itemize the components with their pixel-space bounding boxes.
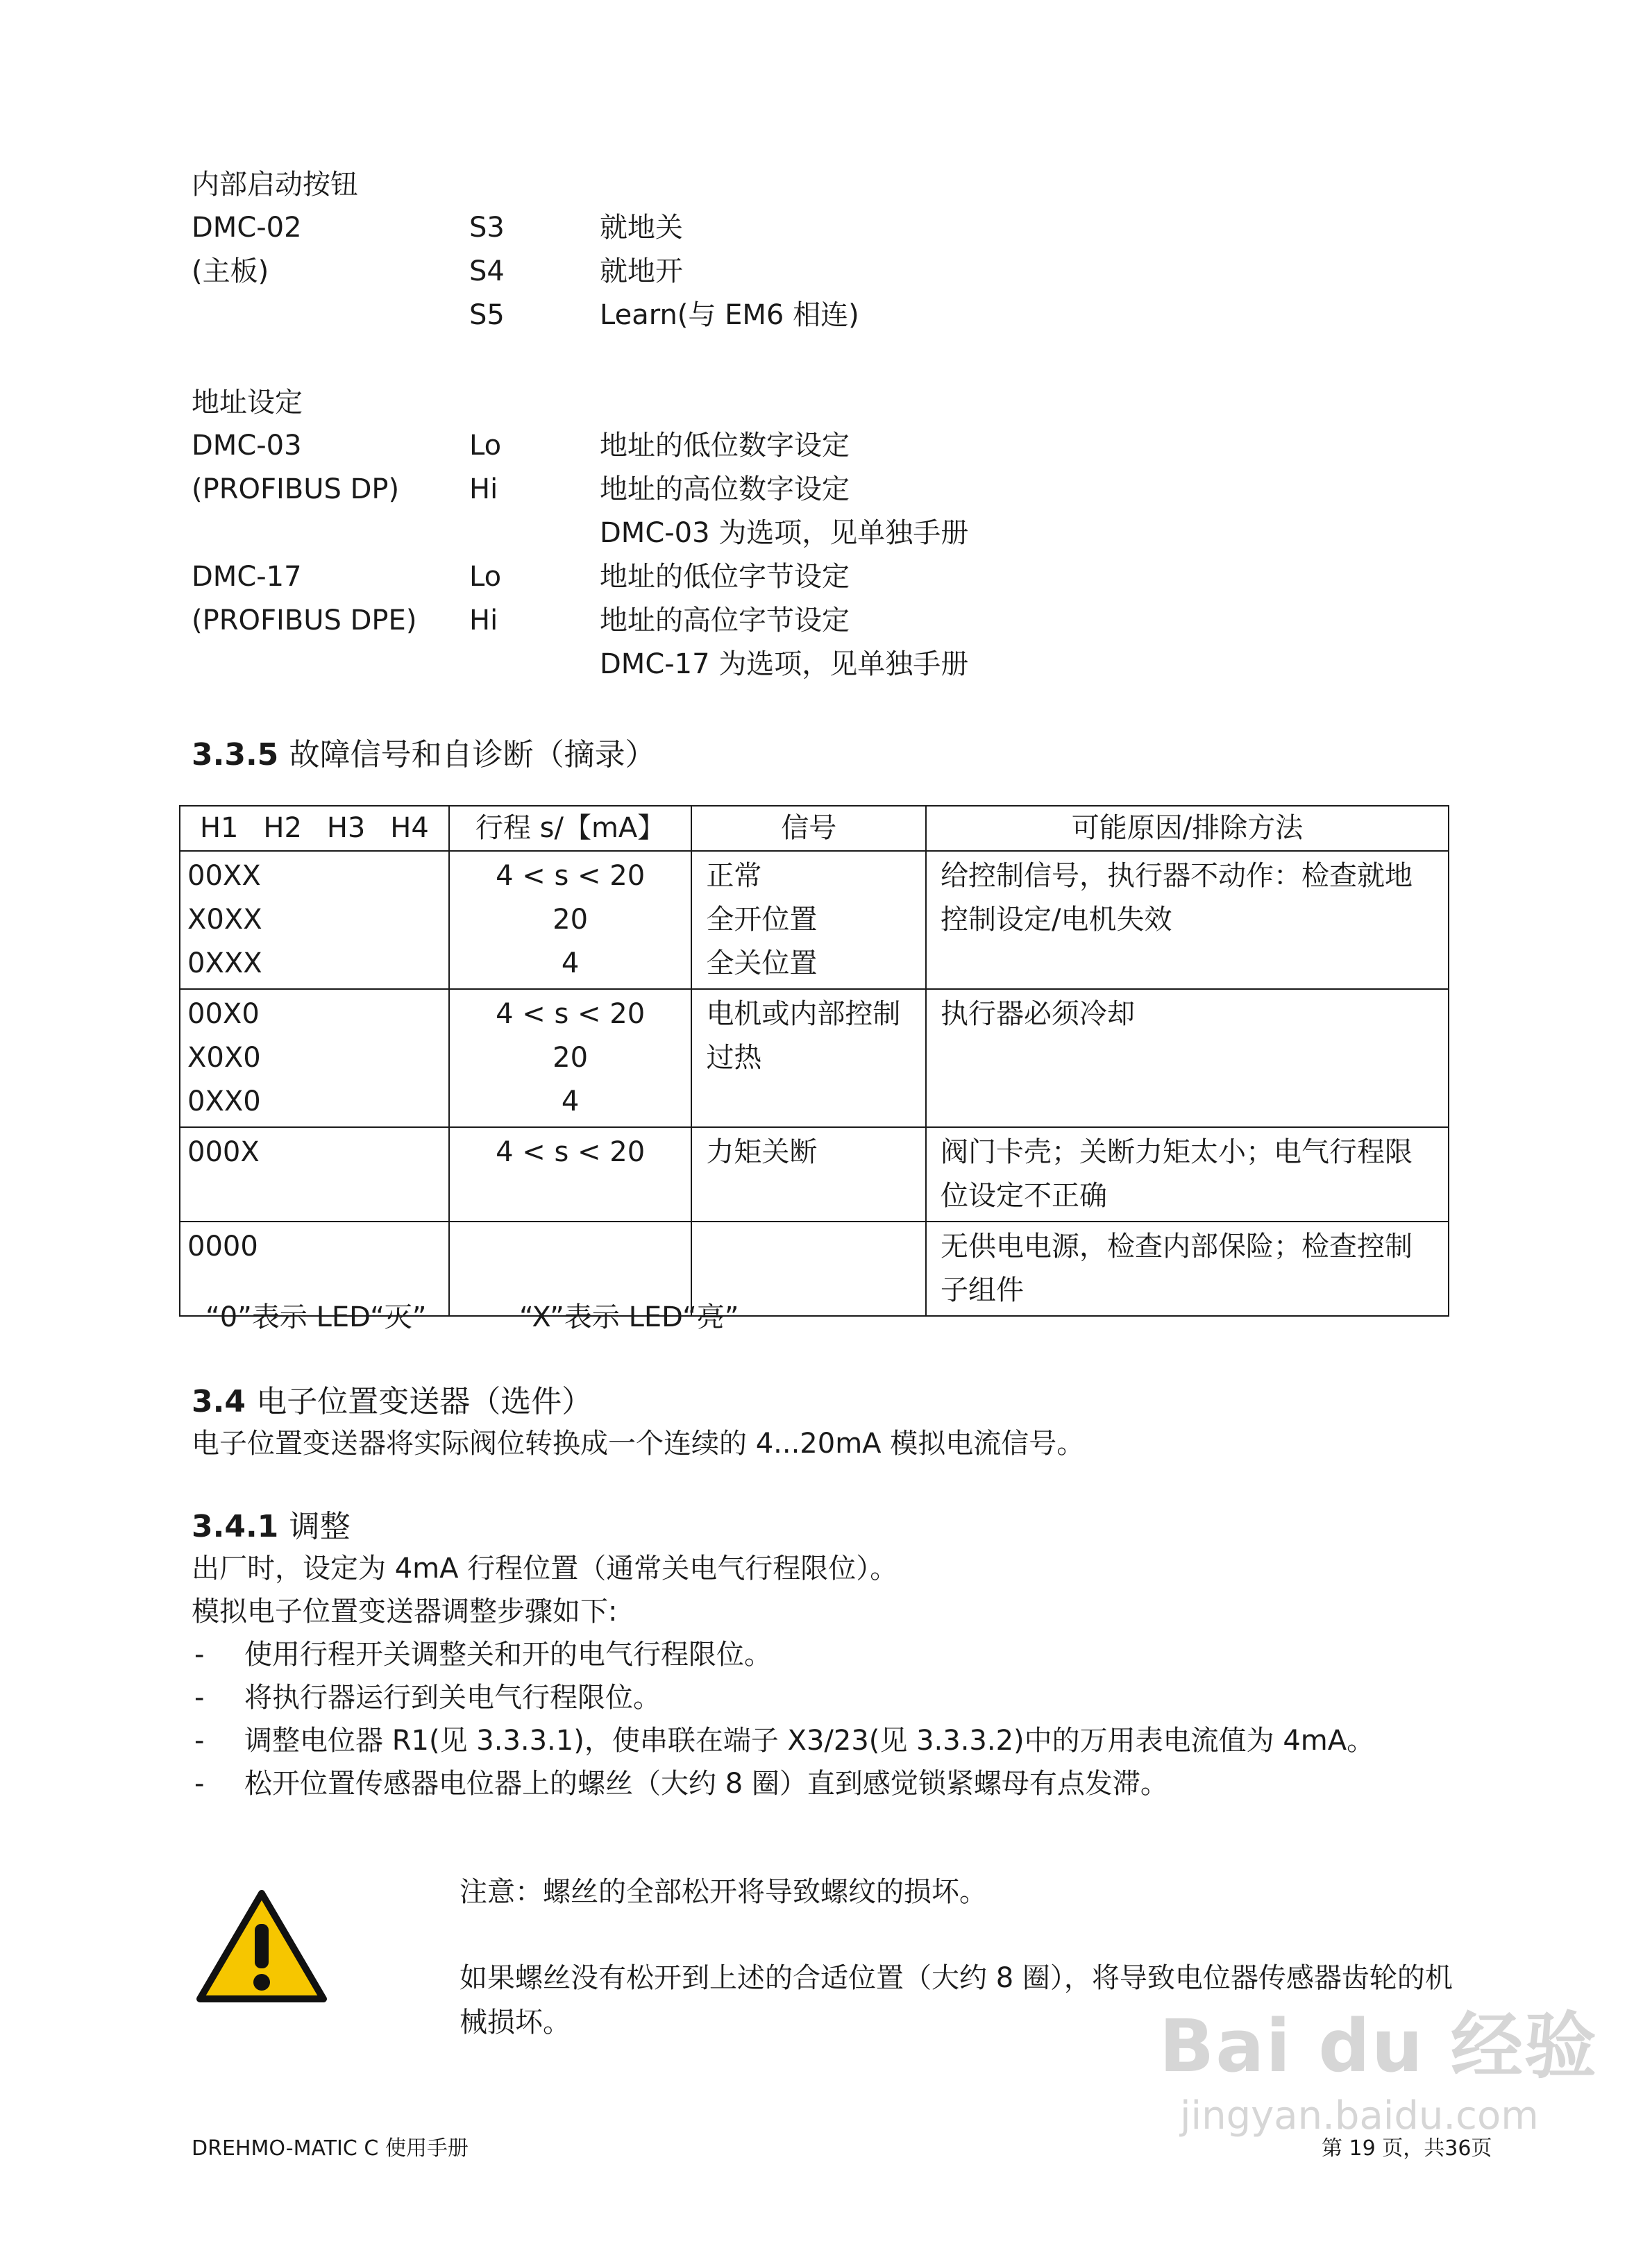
travel-value: 20 [553, 1042, 589, 1074]
led-value: X [187, 1042, 207, 1074]
led-row [180, 1131, 448, 1174]
travel-value: 4 < s < 20 [496, 1136, 646, 1168]
led-value: 0 [205, 860, 223, 892]
legend-off: “0”表示 LED“灭” [205, 1301, 427, 1333]
led-value: X [224, 947, 244, 979]
led-value: X [224, 904, 244, 936]
switch-function: DMC-17 为选项，见单独手册 [600, 648, 969, 680]
switch-label: Lo [469, 561, 502, 593]
table-row [180, 1127, 1449, 1222]
switch-label: S3 [469, 212, 505, 244]
switch-function: DMC-03 为选项，见单独手册 [600, 517, 969, 549]
heading-text: 故障信号和自诊断（摘录） [289, 737, 656, 772]
warning-detail-line-1: 如果螺丝没有松开到上述的合适位置（大约 8 圈），将导致电位器传感器齿轮的机 [460, 1962, 1453, 1994]
bullet-text: 调整电位器 R1(见 3.3.3.1)，使串联在端子 X3/23(见 3.3.3.2)中的万用表电流值为 4mA。 [244, 1725, 1375, 1757]
baidu-watermark-logo: Bai du 经验 [1159, 2004, 1598, 2088]
table-row [180, 851, 1449, 989]
signal-value: 电机或内部控制 [706, 998, 901, 1030]
switch-function: Learn(与 EM6 相连) [600, 299, 859, 331]
signal-value: 正常 [706, 860, 762, 892]
led-value: 0 [240, 1231, 258, 1263]
bullet-dash: - [194, 1639, 205, 1671]
led-value: 0 [187, 1136, 205, 1168]
led-value: X [243, 947, 262, 979]
transmitter-description: 电子位置变送器将实际阀位转换成一个连续的 4...20mA 模拟电流信号。 [192, 1428, 1085, 1460]
led-value: 0 [205, 1136, 223, 1168]
led-cell [180, 1127, 449, 1222]
led-value: 0 [187, 998, 205, 1030]
h4-header: H4 [390, 812, 429, 844]
led-value: X [205, 1086, 224, 1117]
led-value: 0 [206, 904, 224, 936]
warning-triangle-icon [196, 1888, 328, 2004]
led-value: X [243, 904, 262, 936]
travel-value: 4 < s < 20 [496, 998, 646, 1030]
module-label: DMC-17 [192, 561, 302, 593]
switch-function: 地址的低位数字设定 [600, 430, 850, 462]
signal-cell [691, 1127, 926, 1222]
led-cell [180, 989, 449, 1127]
travel-cell [449, 851, 692, 989]
switch-function: 就地关 [600, 212, 683, 244]
travel-value: 4 [561, 947, 580, 979]
board-label: (主板) [192, 255, 269, 287]
footer-manual-title: DREHMO-MATIC C 使用手册 [192, 2136, 469, 2161]
cause-cell: 给控制信号，执行器不动作：检查就地控制设定/电机失效 [926, 851, 1449, 989]
address-section-title: 地址设定 [192, 387, 303, 419]
cause-cell: 无供电电源，检查内部保险；检查控制子组件 [926, 1222, 1449, 1316]
switch-function: 地址的低位字节设定 [600, 561, 850, 593]
bullet-dash: - [194, 1682, 205, 1714]
led-value: 0 [187, 1086, 205, 1117]
table-row [180, 989, 1449, 1127]
led-value: 0 [187, 860, 205, 892]
switch-function: 就地开 [600, 255, 683, 287]
transmitter-heading [192, 1381, 592, 1423]
led-row [180, 1036, 448, 1080]
buttons-section-title: 内部启动按钮 [192, 169, 358, 201]
signal-value [706, 1080, 914, 1124]
led-row [180, 898, 448, 942]
led-value: 0 [187, 947, 205, 979]
signal-value [706, 1225, 914, 1269]
signal-value: 全关位置 [706, 947, 818, 979]
warning-detail-line-2: 械损坏。 [460, 2007, 571, 2038]
led-value: X [187, 904, 207, 936]
cause-header: 可能原因/排除方法 [926, 806, 1449, 851]
fault-signal-table [179, 805, 1449, 1317]
heading-number: 3.4 [192, 1384, 246, 1419]
led-cell [180, 851, 449, 989]
led-row [180, 1225, 448, 1269]
led-value: 0 [243, 1042, 261, 1074]
led-value: X [240, 1136, 260, 1168]
heading-number: 3.4.1 [192, 1509, 279, 1544]
cause-cell: 阀门卡壳；关断力矩太小；电气行程限位设定不正确 [926, 1127, 1449, 1222]
led-value: X [222, 860, 242, 892]
signal-header: 信号 [691, 806, 926, 851]
led-value: 0 [206, 1042, 224, 1074]
led-value: 0 [222, 1136, 241, 1168]
adjust-paragraph-1: 出厂时，设定为 4mA 行程位置（通常关电气行程限位）。 [192, 1553, 898, 1585]
heading-text: 电子位置变送器（选件） [256, 1384, 593, 1419]
h2-header: H2 [263, 812, 302, 844]
bullet-text: 将执行器运行到关电气行程限位。 [244, 1682, 661, 1714]
led-value: 0 [243, 1086, 261, 1117]
led-value: X [205, 947, 224, 979]
travel-value [450, 1225, 691, 1269]
signal-value: 力矩关断 [706, 1136, 818, 1168]
switch-label: Lo [469, 430, 502, 462]
led-row [180, 993, 448, 1036]
travel-header: 行程 s/【mA】 [449, 806, 692, 851]
switch-label: Hi [469, 605, 498, 636]
travel-value: 20 [553, 904, 589, 936]
led-value: X [224, 1042, 244, 1074]
board-label: DMC-02 [192, 212, 302, 244]
led-value: 0 [205, 998, 223, 1030]
heading-number: 3.3.5 [192, 737, 279, 772]
led-value: 0 [222, 1231, 241, 1263]
bullet-dash: - [194, 1768, 205, 1800]
signal-cell [691, 989, 926, 1127]
baidu-watermark-url: jingyan.baidu.com [1180, 2093, 1539, 2138]
travel-cell [449, 989, 692, 1127]
module-label: (PROFIBUS DPE) [192, 605, 417, 636]
switch-function: 地址的高位数字设定 [600, 473, 850, 505]
bullet-text: 使用行程开关调整关和开的电气行程限位。 [244, 1639, 772, 1671]
bullet-dash: - [194, 1725, 205, 1757]
adjust-heading [192, 1506, 351, 1548]
module-label: DMC-03 [192, 430, 302, 462]
cause-cell: 执行器必须冷却 [926, 989, 1449, 1127]
signal-cell [691, 851, 926, 989]
adjust-paragraph-2: 模拟电子位置变送器调整步骤如下: [192, 1596, 618, 1628]
module-label: (PROFIBUS DP) [192, 473, 400, 505]
led-value: 0 [187, 1231, 205, 1263]
signal-value: 全开位置 [706, 904, 818, 936]
led-row [180, 1080, 448, 1124]
switch-label: S4 [469, 255, 505, 287]
switch-label: Hi [469, 473, 498, 505]
led-row [180, 942, 448, 986]
travel-value: 4 [561, 1086, 580, 1117]
led-value: 0 [242, 998, 260, 1030]
switch-label: S5 [469, 299, 505, 331]
footer-page-number: 第 19 页，共36页 [1322, 2136, 1492, 2161]
led-value: X [224, 1086, 244, 1117]
fault-section-heading [192, 734, 656, 776]
heading-text: 调整 [289, 1509, 351, 1544]
legend-on: “X”表示 LED“亮” [519, 1301, 739, 1333]
travel-cell [449, 1127, 692, 1222]
switch-function: 地址的高位字节设定 [600, 605, 850, 636]
led-value: X [222, 998, 242, 1030]
led-value: X [242, 860, 261, 892]
led-row [180, 854, 448, 898]
led-header-cell [180, 806, 449, 851]
warning-note: 注意：螺丝的全部松开将导致螺纹的损坏。 [460, 1876, 987, 1908]
table-header-row [180, 806, 1449, 851]
h3-header: H3 [326, 812, 366, 844]
bullet-text: 松开位置传感器电位器上的螺丝（大约 8 圈）直到感觉锁紧螺母有点发滞。 [244, 1768, 1168, 1800]
travel-value: 4 < s < 20 [496, 860, 646, 892]
led-value: 0 [205, 1231, 223, 1263]
signal-value: 过热 [706, 1042, 762, 1074]
h1-header: H1 [199, 812, 239, 844]
